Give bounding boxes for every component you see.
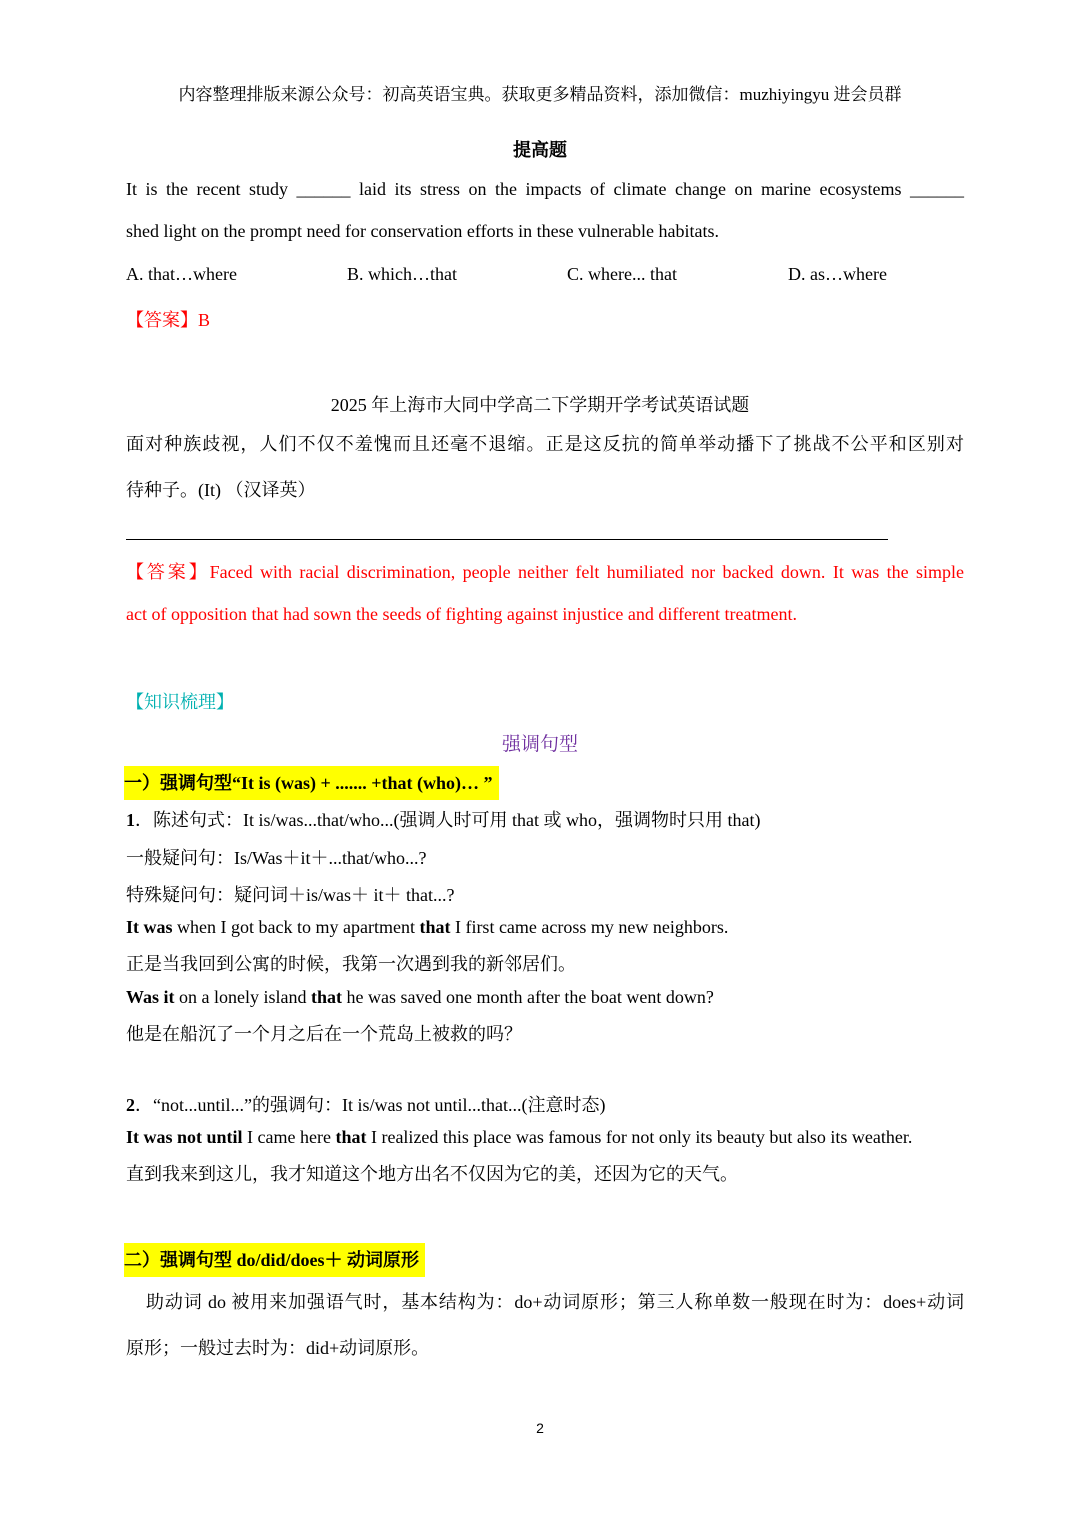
answer-label: 【答案】	[126, 562, 210, 582]
page-header: 内容整理排版来源公众号：初高英语宝典。获取更多精品资料，添加微信：muzhiyingyu 进会员群	[178, 85, 902, 104]
example-text: he was saved one month after the boat went down?	[342, 987, 714, 1007]
section-title: 提高题	[513, 140, 567, 160]
rule-text: ．“not...until...”的强调句：It is/was not until...that...(注意时态)	[135, 1095, 606, 1115]
example-translation: 他是在船沉了一个月之后在一个荒岛上被救的吗？	[126, 1024, 522, 1044]
answer	[126, 306, 210, 332]
answer-label: 【答案】	[126, 310, 198, 330]
option-d: D. as…where	[788, 264, 887, 284]
paragraph-line: 助动词 do 被用来加强语气时，基本结构为：do+动词原形；第三人称单数一般现在时为：does+动词	[146, 1292, 964, 1312]
rule-line: 特殊疑问句：疑问词＋is/was＋ it＋ that...?	[126, 885, 455, 905]
question-line: shed light on the prompt need for conservation efforts in these vulnerable habitats.	[126, 221, 720, 241]
knowledge-title: 强调句型	[501, 734, 578, 755]
question-source: 2025 年上海市大同中学高二下学期开学考试英语试题	[330, 395, 750, 415]
emphasis: that	[419, 917, 451, 937]
prompt-line: 面对种族歧视，人们不仅不羞愧而且还毫不退缩。正是这反抗的简单举动播下了挑战不公平和区别对	[126, 434, 964, 454]
rule-number: 1	[126, 810, 135, 830]
emphasis: that	[335, 1127, 367, 1147]
rule-text: ．陈述句式：It is/was...that/who...(强调人时可用 that 或 who，强调物时只用 that)	[135, 810, 761, 830]
prompt-line: 待种子。(It) （汉译英）	[126, 480, 316, 500]
answer-line: act of opposition that had sown the seeds of fighting against injustice and different treatment.	[126, 604, 798, 624]
section-heading: 一）强调句型“It is (was) + ....... +that (who)… ”	[124, 766, 499, 800]
emphasis: that	[311, 987, 342, 1007]
answer-value: B	[198, 310, 211, 330]
example-sentence	[126, 987, 714, 1008]
example-translation: 正是当我回到公寓的时候，我第一次遇到我的新邻居们。	[126, 954, 576, 974]
example-text: I first came across my new neighbors.	[450, 917, 729, 937]
example-translation: 直到我来到这儿，我才知道这个地方出名不仅因为它的美，还因为它的天气。	[126, 1164, 738, 1184]
example-sentence	[126, 1127, 912, 1148]
example-text: I came here	[242, 1127, 336, 1147]
page-number: 2	[536, 1420, 544, 1436]
emphasis: It was	[126, 917, 173, 937]
answer-text: Faced with racial discrimination, people neither felt humiliated nor backed down. It was the simple	[209, 562, 964, 582]
section-heading: 二）强调句型 do/did/does＋ 动词原形	[124, 1243, 425, 1277]
emphasis: It was not until	[126, 1127, 243, 1147]
answer-line	[126, 551, 964, 593]
example-text: when I got back to my apartment	[172, 917, 420, 937]
emphasis: Was it	[126, 987, 175, 1007]
option-c: C. where... that	[567, 264, 677, 284]
paragraph-line: 原形；一般过去时为：did+动词原形。	[126, 1338, 430, 1358]
rule-line	[126, 806, 760, 832]
question-line: It is the recent study ______ laid its stress on the impacts of climate change on marine ecosystems ______	[126, 179, 964, 199]
example-text: I realized this place was famous for not only its beauty but also its weather.	[366, 1127, 913, 1147]
option-a: A. that…where	[126, 264, 237, 284]
rule-line: 一般疑问句：Is/Was＋it＋...that/who...?	[126, 848, 427, 868]
option-b: B. which…that	[347, 264, 457, 284]
knowledge-label: 【知识梳理】	[126, 692, 234, 712]
rule-number: 2	[126, 1095, 135, 1115]
answer-blank-line	[126, 539, 888, 540]
rule-line	[126, 1091, 605, 1117]
example-sentence	[126, 917, 728, 938]
example-text: on a lonely island	[174, 987, 311, 1007]
